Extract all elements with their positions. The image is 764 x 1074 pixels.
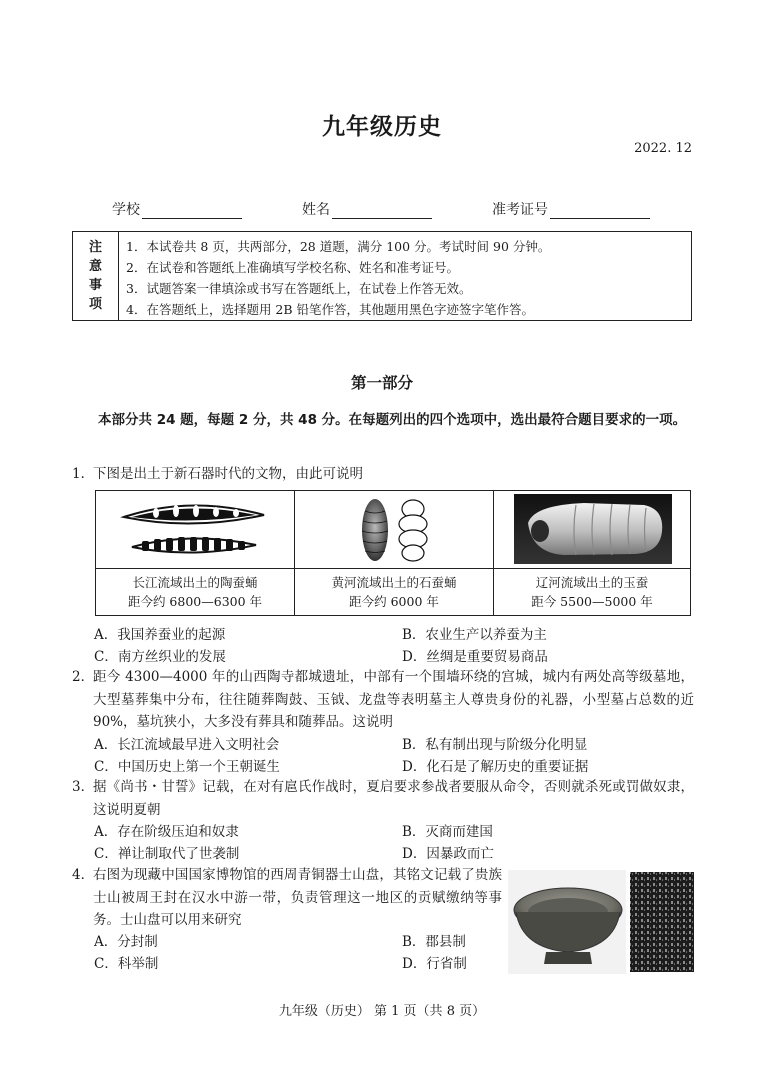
option-c[interactable]: C．南方丝织业的发展 <box>94 649 226 665</box>
question-stem: 右图为现藏中国国家博物馆的西周青铜器士山盘，其铭文记载了贵族士山被周王封在汉水中游一带，负责管理这一地区的贡赋缴纳等事务。士山盘可以用来研究 <box>93 867 502 928</box>
jade-silkworm-icon <box>494 491 690 569</box>
question-2-options <box>94 734 694 780</box>
question-1-options <box>94 624 694 670</box>
question-number: 1． <box>72 466 95 482</box>
school-blank-line[interactable] <box>142 204 242 219</box>
pottery-silkworm-pupa-icon <box>96 491 294 569</box>
option-c[interactable]: C．禅让制取代了世袭制 <box>94 846 240 862</box>
question-4-options <box>94 931 494 977</box>
notice-side-char: 意 <box>88 259 102 274</box>
exam-id-label: 准考证号 <box>492 202 548 218</box>
notice-side-char: 注 <box>88 240 102 255</box>
figure-cell <box>494 491 690 615</box>
bronze-plate-figure <box>508 870 694 974</box>
figure-caption-line: 辽河流域出土的玉蚕 <box>535 575 649 590</box>
question-number: 3． <box>72 779 95 795</box>
question-number: 4． <box>72 867 95 883</box>
name-label: 姓名 <box>302 202 330 218</box>
figure-caption-line: 长江流域出土的陶蚕蛹 <box>132 575 258 590</box>
question-3 <box>72 776 694 821</box>
question-2 <box>72 666 694 734</box>
bronze-plate-icon <box>508 870 694 974</box>
notice-side-label <box>73 232 119 320</box>
figure-caption-line: 距今约 6000 年 <box>349 594 439 609</box>
option-b[interactable]: B．私有制出现与阶级分化明显 <box>402 737 588 753</box>
option-b[interactable]: B．农业生产以养蚕为主 <box>402 627 547 643</box>
option-a[interactable]: A．我国养蚕业的起源 <box>94 627 226 643</box>
figure-image-area <box>494 491 690 569</box>
name-field[interactable] <box>302 199 432 219</box>
figure-caption-line: 黄河流域出土的石蚕蛹 <box>331 575 457 590</box>
exam-date: 2022. 12 <box>634 141 692 156</box>
figure-image-area <box>96 491 294 569</box>
question-4 <box>72 864 502 932</box>
option-d[interactable]: D．因暴政而亡 <box>402 846 494 862</box>
question-3-options <box>94 821 694 867</box>
part-title: 第一部分 <box>350 374 413 392</box>
notice-item: 4．在答题纸上，选择题用 2B 铅笔作答，其他题用黑色字迹签字笔作答。 <box>126 302 535 317</box>
figure-caption <box>295 573 493 611</box>
figure-cell <box>96 491 295 615</box>
exam-id-blank-line[interactable] <box>550 204 650 219</box>
question-stem: 距今 4300—4000 年的山西陶寺都城遗址，中部有一个围墙环绕的宫城，城内有两处高等级墓地，大型墓葬集中分布，往往随葬陶鼓、玉钺、龙盘等表明墓主人尊贵身份的礼器，小型墓占总数的近 90%，墓坑狭小，大多没有葬具和随葬品。这说明 <box>93 669 694 730</box>
option-d[interactable]: D．化石是了解历史的重要证据 <box>402 759 589 775</box>
notice-box <box>72 231 692 321</box>
question-number: 2． <box>72 669 95 685</box>
page-footer: 九年级（历史） 第 1 页（共 8 页） <box>278 1004 486 1019</box>
school-field[interactable] <box>112 199 242 219</box>
figure-caption <box>96 573 294 611</box>
figure-caption <box>494 573 690 611</box>
option-d[interactable]: D．丝绸是重要贸易商品 <box>402 649 548 665</box>
question-1 <box>72 463 694 486</box>
option-a[interactable]: A．存在阶级压迫和奴隶 <box>94 824 239 840</box>
option-d[interactable]: D．行省制 <box>402 956 467 972</box>
option-b[interactable]: B．郡县制 <box>402 934 466 950</box>
exam-id-field[interactable] <box>492 199 650 219</box>
figure-caption-line: 距今 5500—5000 年 <box>531 594 653 609</box>
notice-item: 3．试题答案一律填涂或书写在答题纸上，在试卷上作答无效。 <box>126 281 472 296</box>
name-blank-line[interactable] <box>332 204 432 219</box>
question-stem: 据《尚书・甘誓》记载，在对有扈氏作战时，夏启要求参战者要服从命令，否则就杀死或罚做奴隶，这说明夏朝 <box>93 779 694 818</box>
notice-items <box>126 236 685 320</box>
option-b[interactable]: B．灭商而建国 <box>402 824 493 840</box>
student-info-fields <box>112 199 672 219</box>
notice-item: 2．在试卷和答题纸上准确填写学校名称、姓名和准考证号。 <box>126 260 459 275</box>
option-c[interactable]: C．科举制 <box>94 956 159 972</box>
artifact-figure-table <box>95 490 691 616</box>
figure-cell <box>295 491 494 615</box>
notice-side-char: 事 <box>88 278 102 293</box>
notice-side-char: 项 <box>88 297 102 312</box>
page-title: 九年级历史 <box>322 113 442 140</box>
figure-image-area <box>295 491 493 569</box>
option-a[interactable]: A．分封制 <box>94 934 158 950</box>
school-label: 学校 <box>112 202 140 218</box>
part-instructions: 本部分共 24 题，每题 2 分，共 48 分。在每题列出的四个选项中，选出最符合题目要求的一项。 <box>98 412 687 428</box>
notice-item: 1．本试卷共 8 页，共两部分，28 道题，满分 100 分。考试时间 90 分钟。 <box>126 239 551 254</box>
question-stem: 下图是出土于新石器时代的文物，由此可说明 <box>93 466 363 482</box>
option-a[interactable]: A．长江流域最早进入文明社会 <box>94 737 280 753</box>
figure-caption-line: 距今约 6800—6300 年 <box>127 594 263 609</box>
stone-silkworm-pupa-icon <box>295 491 493 569</box>
option-c[interactable]: C．中国历史上第一个王朝诞生 <box>94 759 280 775</box>
